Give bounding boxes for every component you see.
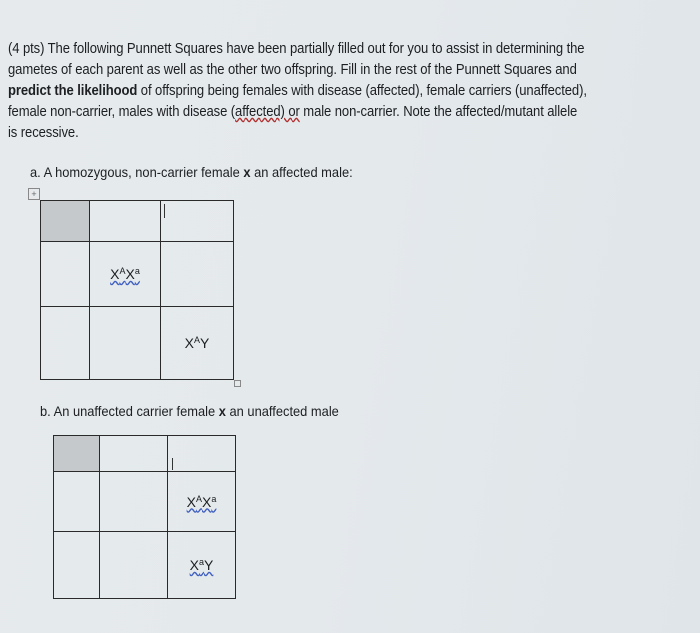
part-b-label xyxy=(40,403,339,419)
offspring-cell[interactable] xyxy=(168,472,236,532)
genotype: $X^AY$ xyxy=(184,335,210,351)
genotype: $X^AX^a$ xyxy=(110,266,140,282)
question-line: is recessive. xyxy=(8,125,79,141)
question-line: gametes of each parent as well as the other two offspring. Fill in the rest of the Punnett Squares and xyxy=(8,62,577,78)
gamete-cell[interactable] xyxy=(90,201,161,242)
text-cursor xyxy=(164,204,165,218)
offspring-cell[interactable] xyxy=(100,472,168,532)
corner-cell xyxy=(41,201,90,242)
question-line xyxy=(8,104,577,120)
genotype: $X^aY$ xyxy=(189,557,214,573)
gamete-cell[interactable] xyxy=(161,201,234,242)
offspring-cell[interactable] xyxy=(100,532,168,599)
text: an affected male: xyxy=(250,164,353,180)
text: an unaffected male xyxy=(225,403,339,419)
text: male non-carrier. Note the affected/mutant allele xyxy=(299,104,578,120)
text: b. An unaffected carrier female xyxy=(40,403,219,419)
offspring-cell[interactable] xyxy=(161,242,234,307)
text: a. A homozygous, non-carrier female xyxy=(30,164,244,180)
punnett-square-a xyxy=(40,200,234,380)
gamete-cell[interactable] xyxy=(168,436,236,472)
gamete-cell[interactable] xyxy=(100,436,168,472)
text: of offspring being females with disease (affected), female carriers (unaffected), xyxy=(137,83,587,99)
gamete-cell[interactable] xyxy=(41,307,90,380)
gamete-cell[interactable] xyxy=(54,472,100,532)
table-resize-handle[interactable] xyxy=(234,380,241,387)
offspring-cell[interactable] xyxy=(90,242,161,307)
cross-symbol: x xyxy=(218,403,226,419)
gamete-cell[interactable] xyxy=(54,532,100,599)
offspring-cell[interactable] xyxy=(90,307,161,380)
punnett-square-b xyxy=(53,435,236,599)
text: female non-carrier, males with disease ( xyxy=(8,104,236,120)
i-beam-cursor xyxy=(172,458,173,470)
spellcheck-underlined-text: affected) or xyxy=(235,104,300,120)
question-line: (4 pts) The following Punnett Squares have been partially filled out for you to assist in determining the xyxy=(8,41,585,57)
question-line xyxy=(8,83,587,99)
genotype: $X^AX^a$ xyxy=(186,493,217,510)
cross-symbol: x xyxy=(243,164,251,180)
gamete-cell[interactable] xyxy=(41,242,90,307)
corner-cell xyxy=(54,436,100,472)
part-a-label xyxy=(30,164,353,180)
bold-phrase: predict the likelihood xyxy=(8,83,138,99)
offspring-cell[interactable] xyxy=(168,532,236,599)
offspring-cell[interactable] xyxy=(161,307,234,380)
table-move-handle-icon[interactable]: + xyxy=(28,188,40,200)
